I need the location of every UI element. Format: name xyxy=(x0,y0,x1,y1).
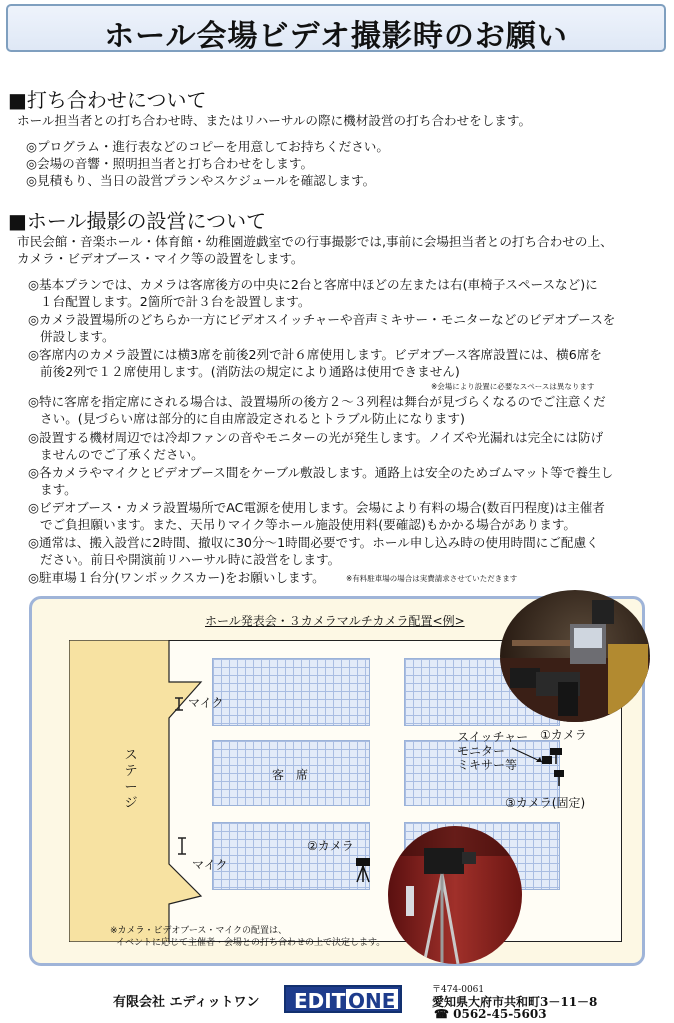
diagram-note: ※カメラ・ビデオブース・マイクの配置は、 xyxy=(110,926,288,936)
section1-heading: ■打ち合わせについて xyxy=(8,88,207,112)
section2-line: ◎各カメラやマイクとビデオブース間をケーブル敷設します。通路上は安全のためゴムマット等で養生し xyxy=(28,465,614,480)
camera1-label: ①カメラ xyxy=(540,728,587,742)
section2-line: ◎客席内のカメラ設置には横3席を前後2列で計６席使用します。ビデオブース客席設置には、横6席を xyxy=(28,347,602,362)
logo-edit-text: EDIT xyxy=(294,989,346,1013)
page-title: ホール会場ビデオ撮影時のお願い xyxy=(104,19,568,54)
section1-bullet: ◎プログラム・進行表などのコピーを用意してお持ちください。 xyxy=(26,139,389,154)
section2-line: １台配置します。2箇所で計３台を設置します。 xyxy=(40,294,311,309)
switcher-label: スイッチャー xyxy=(457,730,529,744)
section2-line: ます。 xyxy=(40,482,77,497)
section2-intro: 市民会館・音楽ホール・体育館・幼稚園遊戯室での行事撮影では,事前に会場担当者との打ち合わせの上、 xyxy=(17,234,613,249)
mixer-label: ミキサー等 xyxy=(457,758,518,772)
seats-label: 客 席 xyxy=(272,768,309,782)
section2-line: でご負担願います。また、天吊りマイク等ホール施設使用料(要確認)もかかる場合があります。 xyxy=(40,517,576,532)
diagram-title: ホール発表会・３カメラマルチカメラ配置<例> xyxy=(205,614,465,628)
section2-intro: カメラ・ビデオブース・マイク等の設置をします。 xyxy=(17,251,304,266)
camera-booth-icon xyxy=(508,740,568,788)
section2-line: ◎通常は、搬入設営に2時間、撤収に30分～1時間必要です。ホール申し込み時の使用時間にご配慮く xyxy=(28,535,599,550)
section1-bullet: ◎見積もり、当日の設営プランやスケジュールを確認します。 xyxy=(26,173,376,188)
camera-tripod-photo xyxy=(388,826,522,964)
stage-label: ステージ xyxy=(124,748,138,811)
mic-label-bottom: マイク xyxy=(192,858,228,872)
note-space: ※会場により設置に必要なスペースは異なります xyxy=(431,382,595,391)
stage-area xyxy=(69,640,209,942)
logo-one-text: ONE xyxy=(348,989,396,1013)
editone-logo xyxy=(284,985,402,1013)
section2-heading: ■ホール撮影の設営について xyxy=(8,209,267,233)
camera-booth-photo xyxy=(500,590,650,722)
microphone-icon xyxy=(176,836,188,856)
section2-line: ださい。前日や開演前リハーサル時に設営をします。 xyxy=(40,552,341,567)
section2-line: ◎基本プランでは、カメラは客席後方の中央に2台と客席中ほどの左または右(車椅子スペースなど)に xyxy=(28,277,598,292)
seat-block xyxy=(212,658,370,726)
camera-icon xyxy=(352,856,376,884)
monitor-label: モニター xyxy=(457,744,506,758)
section2-line: ◎特に客席を指定席にされる場合は、設置場所の後方２～３列程は舞台が見づらくなるのでご注意くだ xyxy=(28,394,606,409)
mic-label-top: マイク xyxy=(188,696,224,710)
title-banner xyxy=(6,4,666,52)
section2-line: ませんのでご了承ください。 xyxy=(40,447,204,462)
postal-code: 〒474-0061 xyxy=(432,985,485,995)
camera3-label: ③カメラ(固定) xyxy=(505,796,586,810)
company-name: 有限会社 エディットワン xyxy=(113,995,260,1010)
section2-line: さい。(見づらい席は部分的に自由席設定されるとトラブル防止になります) xyxy=(40,411,465,426)
section2-line: ◎ビデオブース・カメラ設置場所でAC電源を使用します。会場により有料の場合(数百円程度)は主催者 xyxy=(28,500,605,515)
section2-line: ◎駐車場１台分(ワンボックスカー)をお願いします。 xyxy=(28,570,325,585)
section2-line: ◎設置する機材周辺では冷却ファンの音やモニターの光が発生します。ノイズや光漏れは完全には防げ xyxy=(28,430,604,445)
section1-intro: ホール担当者との打ち合わせ時、またはリハーサルの際に機材設営の打ち合わせをします。 xyxy=(17,113,532,128)
camera2-label: ②カメラ xyxy=(307,839,354,853)
section1-bullet: ◎会場の音響・照明担当者と打ち合わせをします。 xyxy=(26,156,314,171)
section2-line: 併設します。 xyxy=(40,329,115,344)
diagram-note: イベントに応じて主催者・会場との打ち合わせの上で決定します。 xyxy=(116,938,386,948)
phone-number: ☎ 0562-45-5603 xyxy=(434,1007,547,1021)
section2-line: 前後2列で１２席使用します。(消防法の規定により通路は使用できません) xyxy=(40,364,460,379)
note-parking: ※有料駐車場の場合は実費請求させていただきます xyxy=(346,574,518,583)
address: 愛知県大府市共和町3－11－8 xyxy=(432,995,598,1009)
section2-line: ◎カメラ設置場所のどちらか一方にビデオスイッチャーや音声ミキサー・モニターなどのビデオブースを xyxy=(28,312,616,327)
seat-block xyxy=(212,822,370,890)
microphone-icon xyxy=(173,696,185,712)
